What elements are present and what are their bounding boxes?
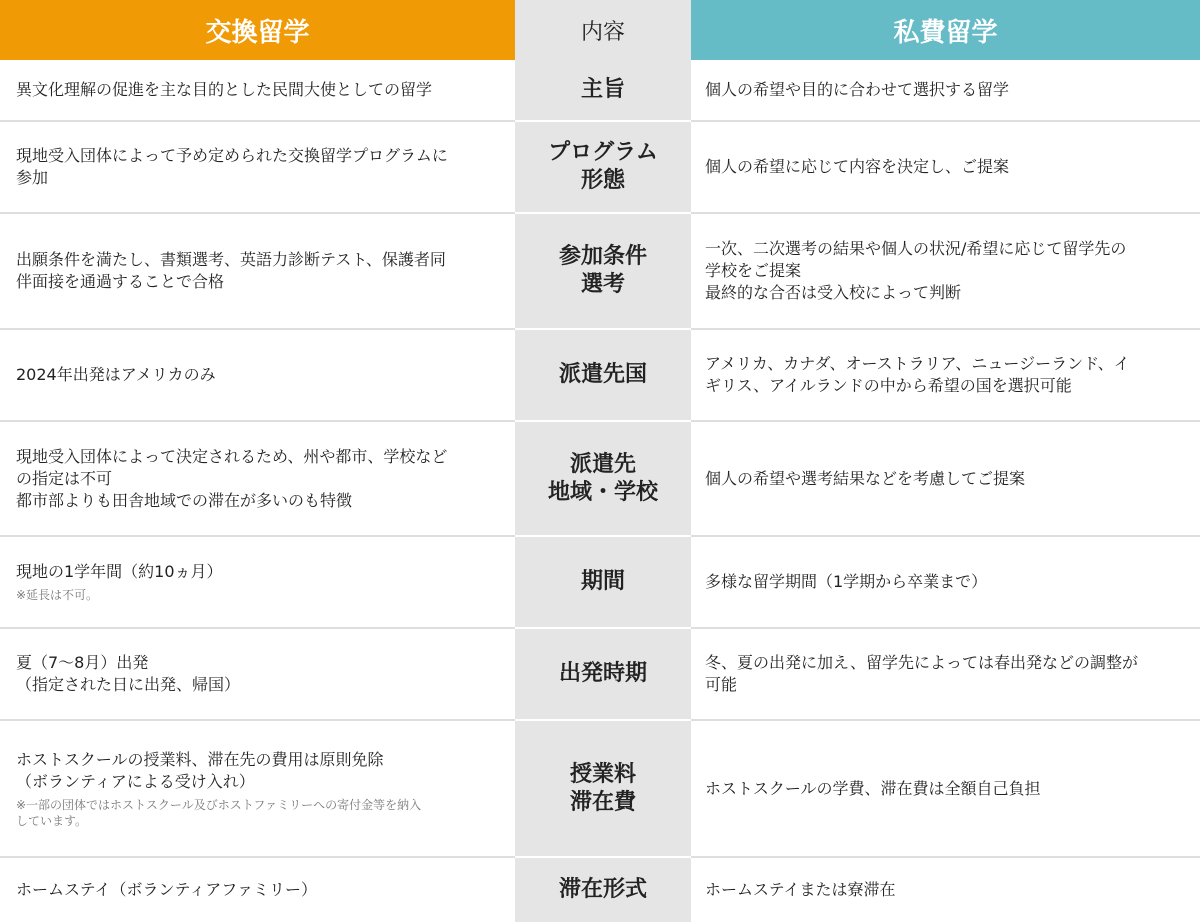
exchange-text: 2024年出発はアメリカのみ xyxy=(16,365,216,384)
exchange-program-format xyxy=(0,122,515,214)
label-duration xyxy=(515,537,691,629)
private-program-format xyxy=(691,122,1200,214)
exchange-text: ホームステイ（ボランティアファミリー） xyxy=(16,880,317,899)
exchange-text: 出願条件を満たし、書類選考、英語力診断テスト、保護者同 xyxy=(16,250,446,269)
private-departure-timing xyxy=(691,629,1200,721)
exchange-text: 現地の1学年間（約10ヵ月） xyxy=(16,562,223,581)
header-content: 内容 xyxy=(515,0,691,60)
exchange-note-text: しています。 xyxy=(16,813,88,828)
exchange-destination-country xyxy=(0,330,515,422)
label-purpose xyxy=(515,60,691,122)
exchange-text: 現地受入団体によって決定されるため、州や都市、学校など xyxy=(16,446,448,466)
label-accommodation xyxy=(515,858,691,922)
private-text: 一次、二次選考の結果や個人の状況/希望に応じて留学先の xyxy=(705,239,1127,258)
exchange-text: ホストスクールの授業料、滞在先の費用は原則免除 xyxy=(16,749,384,769)
label-text: 派遣先国 xyxy=(558,362,647,387)
label-text: 地域・学校 xyxy=(547,479,658,505)
label-text: 授業料 xyxy=(569,761,636,787)
label-text: 参加条件 xyxy=(558,244,647,269)
private-text: 最終的な合否は受入校によって判断 xyxy=(705,283,962,302)
label-destination-country xyxy=(515,330,691,422)
exchange-text: 夏（7〜8月）出発 xyxy=(16,653,149,672)
private-requirements xyxy=(691,214,1200,330)
exchange-destination-region-school xyxy=(0,422,515,537)
label-tuition-living-cost xyxy=(515,721,691,858)
exchange-text: 伴面接を通過することで合格 xyxy=(16,272,225,291)
exchange-text: 参加 xyxy=(16,168,49,187)
private-text: 個人の希望に応じて内容を決定し、ご提案 xyxy=(705,157,1010,176)
header-exchange: 交換留学 xyxy=(0,0,515,60)
label-departure-timing xyxy=(515,629,691,721)
private-destination-region-school xyxy=(691,422,1200,537)
private-text: 多様な留学期間（1学期から卒業まで） xyxy=(705,572,988,591)
private-text: 冬、夏の出発に加え、留学先によっては春出発などの調整が xyxy=(705,653,1138,672)
private-tuition-living-cost xyxy=(691,721,1200,858)
private-purpose xyxy=(691,60,1200,122)
exchange-text: の指定は不可 xyxy=(16,468,113,488)
label-text: プログラム xyxy=(548,140,658,165)
exchange-duration xyxy=(0,537,515,629)
label-text: 選考 xyxy=(580,272,625,297)
exchange-requirements xyxy=(0,214,515,330)
exchange-departure-timing xyxy=(0,629,515,721)
exchange-text: 都市部よりも田舎地域での滞在が多いのも特徴 xyxy=(16,490,353,510)
exchange-text: （ボランティアによる受け入れ） xyxy=(16,771,255,791)
header-private: 私費留学 xyxy=(691,0,1200,60)
private-accommodation xyxy=(691,858,1200,922)
label-text: 期間 xyxy=(580,569,625,594)
label-text: 形態 xyxy=(580,168,625,193)
label-text: 出発時期 xyxy=(558,661,647,686)
label-text: 派遣先 xyxy=(569,451,636,477)
label-destination-region-school xyxy=(515,422,691,537)
exchange-text: 現地受入団体によって予め定められた交換留学プログラムに xyxy=(16,146,448,165)
exchange-text: （指定された日に出発、帰国） xyxy=(16,675,241,694)
private-destination-country xyxy=(691,330,1200,422)
private-text: ギリス、アイルランドの中から希望の国を選択可能 xyxy=(705,376,1072,395)
private-text: 可能 xyxy=(705,675,738,694)
exchange-note-text: ※延長は不可。 xyxy=(16,588,99,602)
private-text: ホストスクールの学費、滞在費は全額自己負担 xyxy=(705,778,1041,798)
private-text: ホームステイまたは寮滞在 xyxy=(705,880,896,899)
exchange-accommodation xyxy=(0,858,515,922)
exchange-note xyxy=(16,797,503,829)
label-text: 主旨 xyxy=(580,77,625,102)
private-text: 個人の希望や目的に合わせて選択する留学 xyxy=(705,80,1010,99)
label-requirements xyxy=(515,214,691,330)
private-text: 個人の希望や選考結果などを考慮してご提案 xyxy=(705,468,1026,488)
exchange-purpose xyxy=(0,60,515,122)
exchange-note-text: ※一部の団体ではホストスクール及びホストファミリーへの寄付金等を納入 xyxy=(16,797,422,812)
label-program-format xyxy=(515,122,691,214)
exchange-text: 異文化理解の促進を主な目的とした民間大使としての留学 xyxy=(16,80,433,99)
private-text: アメリカ、カナダ、オーストラリア、ニュージーランド、イ xyxy=(705,354,1130,373)
exchange-note xyxy=(16,587,503,603)
private-duration xyxy=(691,537,1200,629)
exchange-tuition-living-cost xyxy=(0,721,515,858)
label-text: 滞在費 xyxy=(569,789,636,815)
private-text: 学校をご提案 xyxy=(705,261,802,280)
label-text: 滞在形式 xyxy=(558,877,647,902)
